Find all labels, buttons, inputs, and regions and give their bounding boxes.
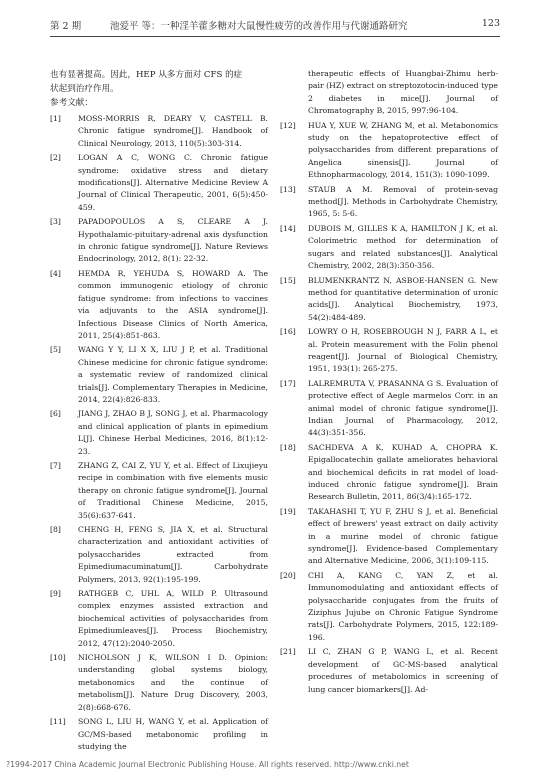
- reference-text: MOSS-MORRIS R, DEARY V, CASTELL B. Chronic fatigue syndrome[J]. Handbook of Clinical Neurology, 2013, 110(5):303-314.: [78, 114, 268, 148]
- reference-text: LOGAN A C, WONG C. Chronic fatigue syndrome: oxidative stress and dietary modifications[J]. Alternative Medicine Review A Journal of Clinical Therapeutic, 2001, 6(5):450-459.: [78, 153, 268, 212]
- page-number: 123: [481, 18, 500, 29]
- reference-number: [18]: [280, 442, 296, 452]
- reference-item: [280, 120, 498, 182]
- reference-list-right: [280, 68, 498, 696]
- reference-text: DUBOIS M, GILLES K A, HAMILTON J K, et al. Colorimetric method for determination of sugars and related substances[J]. Analytical Chemistry, 2002, 28(3):350-356.: [308, 223, 498, 271]
- reference-text: therapeutic effects of Huangbai-Zhimu herb-pair (HZ) extract on streptozotocin-induced type 2 diabetes in mice[J]. Journal of Chromatography B, 2015, 997:96-104.: [308, 69, 498, 116]
- reference-text: LALREMRUTA V, PRASANNA G S. Evaluation of protective effect of Aegle marmelos Corr. in an animal model of chronic fatigue syndrome[J]. Indian Journal of Pharmacology, 2012, 44(3):351-356.: [308, 378, 498, 438]
- reference-item: [280, 378, 498, 440]
- reference-number: [3]: [50, 217, 61, 227]
- reference-number: [5]: [50, 345, 61, 355]
- reference-text: SACHDEVA A K, KUHAD A, CHOPRA K. Epigallocatechin gallate ameliorates behavioral and biochemical deficits in rat model of load-induced chronic fatigue syndrome[J]. Brain Research Bulletin, 2011, 86(3/4):165-172.: [308, 442, 498, 502]
- reference-text: NICHOLSON J K, WILSON I D. Opinion: understanding global systems biology, metabonomics and the continue of metabolism[J]. Nature Drug Discovery, 2003, 2(8):668-676.: [78, 653, 268, 712]
- reference-item: [50, 524, 268, 586]
- reference-item: [280, 326, 498, 376]
- running-header: [50, 18, 500, 34]
- reference-text: HEMDA R, YEHUDA S, HOWARD A. The common immunogenic etiology of chronic fatigue syndrome: from infections to vaccines via adjuvants to the ASIA syndrome[J]. Infectious Disease Clinics of North America, 2011, 25(4):851-863.: [78, 268, 268, 340]
- reference-item: [50, 152, 268, 214]
- reference-item: [50, 460, 268, 522]
- intro-line-2: 状起到治疗作用。: [50, 84, 119, 94]
- reference-item: [280, 646, 498, 696]
- reference-item: [50, 216, 268, 266]
- reference-number: [6]: [50, 409, 61, 419]
- reference-item: [50, 268, 268, 342]
- reference-number: [11]: [50, 717, 66, 727]
- reference-text: RATHGEB C, UHL A, WILD P. Ultrasound complex enzymes assisted extraction and biochemical activities of polysaccharides from Epimediumleaves[J]. Process Biochemistry, 2012, 47(12):2040-2050.: [78, 589, 268, 648]
- reference-item: [50, 344, 268, 406]
- left-column: [50, 68, 268, 755]
- reference-text: LI C, ZHAN G P, WANG L, et al. Recent development of GC-MS-based analytical procedures of metabolomics in screening of lung cancer biomarkers[J]. Ad-: [308, 647, 498, 694]
- reference-number: [15]: [280, 275, 296, 285]
- reference-number: [280, 68, 308, 118]
- issue-number: 第 2 期: [50, 21, 82, 32]
- reference-number: [12]: [280, 120, 296, 130]
- reference-text: CHI A, KANG C, YAN Z, et al. Immunomodulating and antioxidant effects of polysaccharide conjugates from the fruits of Ziziphus Jujube on Chronic Fatigue Syndrome rats[J]. Carbohydrate Polymers, 2015, 122:189-196.: [308, 570, 498, 642]
- reference-item: [50, 588, 268, 650]
- reference-text: BLUMENKRANTZ N, ASBOE-HANSEN G. New method for quantitative determination of uronic acids[J]. Analytical Biochemistry, 1973, 54(2):484-489.: [308, 275, 498, 322]
- intro-line-1: 也有显著提高。因此，HEP 从多方面对 CFS 的症: [50, 70, 243, 80]
- reference-number: [14]: [280, 223, 296, 233]
- reference-item: [280, 275, 498, 325]
- reference-list-left: [50, 113, 268, 753]
- reference-number: [17]: [280, 378, 296, 388]
- reference-text: CHENG H, FENG S, JIA X, et al. Structural characterization and antioxidant activities of polysaccharides extracted from Epimediumacuminatum[J]. Carbohydrate Polymers, 2013, 92(1):195-199.: [78, 525, 268, 584]
- reference-item: [280, 184, 498, 221]
- reference-item: [50, 113, 268, 150]
- references-heading: 参考文献：: [50, 98, 93, 108]
- reference-item: [50, 408, 268, 458]
- right-column: [280, 68, 498, 698]
- reference-number: [8]: [50, 525, 61, 534]
- reference-number: [13]: [280, 184, 296, 194]
- reference-number: [19]: [280, 506, 296, 516]
- copyright-footer: ?1994-2017 China Academic Journal Electronic Publishing House. All rights reserved. http://www.cnki.net: [6, 760, 409, 769]
- reference-text: TAKAHASHI T, YU F, ZHU S J, et al. Beneficial effect of brewers' yeast extract on daily activity in a murine model of chronic fatigue syndrome[J]. Evidence-based Complementary and Alternative Medicine, 2006, 3(1):109-115.: [308, 506, 498, 566]
- running-title: 池爱平 等：一种淫羊藿多糖对大鼠慢性疲劳的改善作用与代谢通路研究: [110, 21, 408, 32]
- reference-number: [1]: [50, 114, 61, 123]
- reference-number: [10]: [50, 653, 66, 663]
- reference-text: ZHANG Z, CAI Z, YU Y, et al. Effect of Lixujieyu recipe in combination with five elements music therapy on chronic fatigue syndrome[J]. Journal of Traditional Chinese Medicine, 2015, 35(6):637-641.: [78, 460, 268, 520]
- reference-number: [4]: [50, 268, 61, 278]
- reference-number: [16]: [280, 327, 296, 337]
- reference-number: [2]: [50, 153, 61, 163]
- reference-text: SONG L, LIU H, WANG Y, et al. Application of GC/MS-based metabonomic profiling in studying the: [78, 717, 268, 751]
- reference-item: [280, 506, 498, 568]
- reference-item: [280, 442, 498, 504]
- reference-text: HUA Y, XUE W, ZHANG M, et al. Metabonomics study on the hepatoprotective effect of polysaccharides from different preparations of Angelica sinensis[J]. Journal of Ethnopharmacology, 2014, 151(3): 1090-1099.: [308, 120, 498, 180]
- reference-item: [50, 652, 268, 714]
- reference-number: [21]: [280, 647, 296, 657]
- reference-item: [280, 570, 498, 644]
- reference-number: [20]: [280, 570, 296, 580]
- reference-number: [7]: [50, 460, 61, 470]
- reference-text: STAUB A M. Removal of protein-sevag method[J]. Methods in Carbohydrate Chemistry, 1965, 5: 5-6.: [308, 184, 498, 219]
- reference-item: [280, 68, 498, 118]
- intro-text: [50, 68, 268, 96]
- reference-text: WANG Y Y, LI X X, LIU J P, et al. Traditional Chinese medicine for chronic fatigue syndrome: a systematic review of randomized clinical trials[J]. Complementary Therapies in Medicine, 2014, 22(4):826-833.: [78, 345, 268, 404]
- reference-text: JIANG J, ZHAO B J, SONG J, et al. Pharmacology and clinical application of plants in epimedium L[J]. Chinese Herbal Medicines, 2016, 8(1):12-23.: [78, 409, 268, 456]
- reference-text: PAPADOPOULOS A S, CLEARE A J. Hypothalamic-pituitary-adrenal axis dysfunction in chronic fatigue syndrome[J]. Nature Reviews Endocrinology, 2012, 8(1): 22-32.: [78, 217, 268, 264]
- reference-text: LOWRY O H, ROSEBROUGH N J, FARR A L, et al. Protein measurement with the Folin phenol reagent[J]. Journal of Biological Chemistry, 1951, 193(1): 265-275.: [308, 327, 498, 374]
- reference-number: [9]: [50, 589, 61, 599]
- reference-item: [280, 223, 498, 273]
- reference-item: [50, 716, 268, 753]
- header-rule: [50, 36, 500, 37]
